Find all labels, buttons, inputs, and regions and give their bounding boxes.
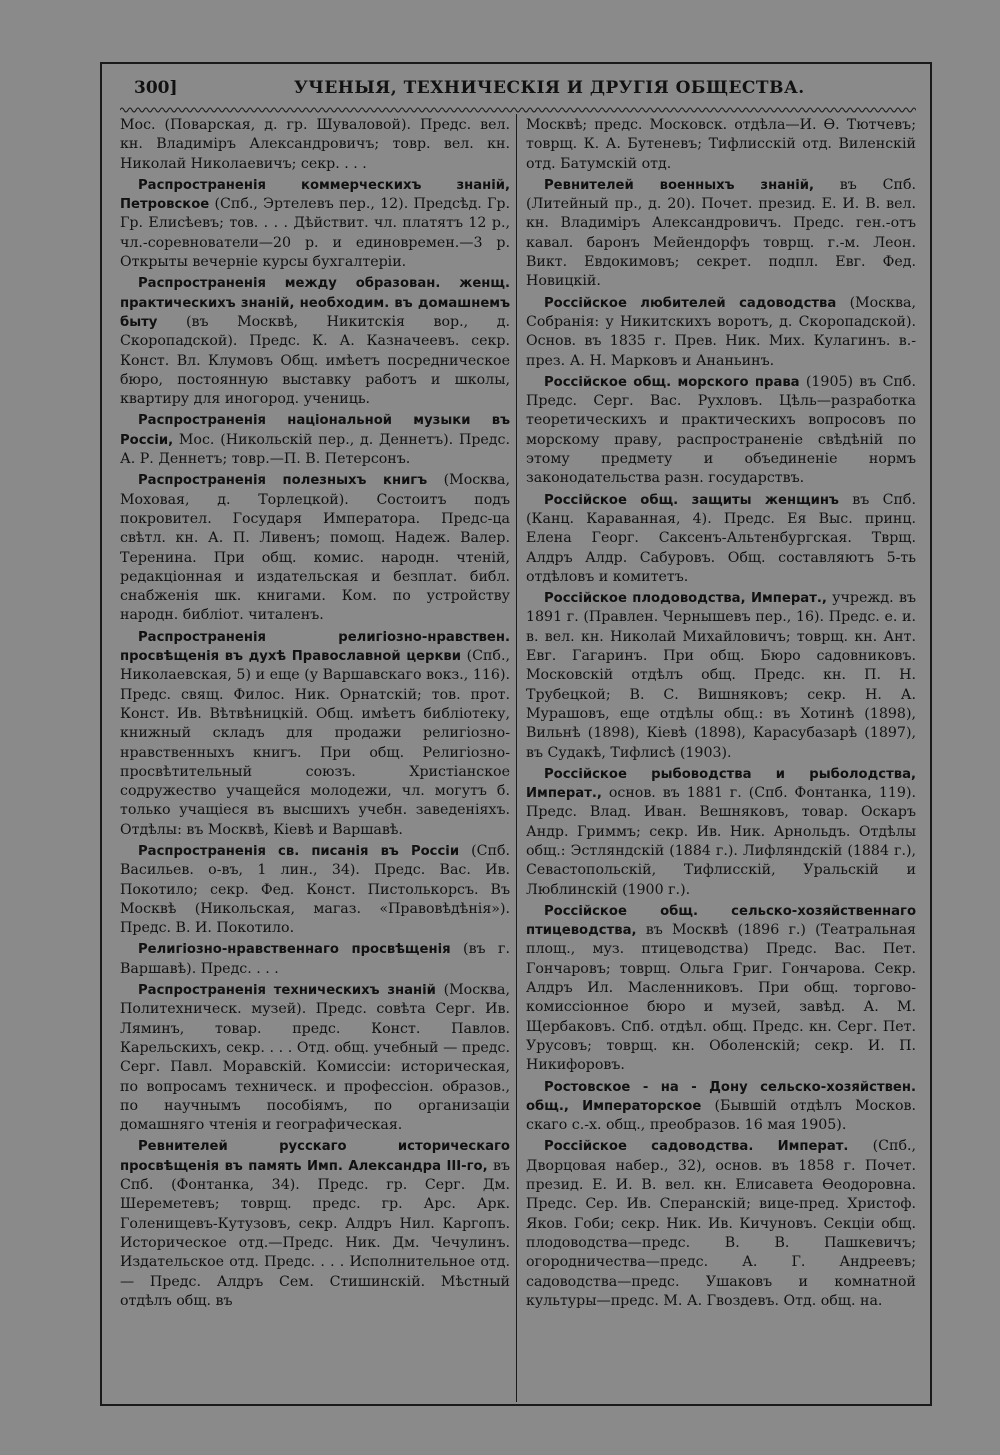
society-details: Мос. (Поварская, д. гр. Шуваловой). Предс. вел. кн. Владиміръ Александровичъ; товр. вел. кн. Николай Николаевичъ; секр. . . .	[120, 117, 510, 172]
society-name: Ростовское - на - Дону сельско-хозяйствен. общ., Императорское	[526, 1079, 916, 1114]
society-entry	[120, 842, 510, 938]
society-details: въ Москвѣ (1896 г.) (Театральная площ., муз. птицеводства) Предс. Вас. Пет. Гончаровъ; товрщ. Ольга Григ. Гончарова. Секр. Алдръ Ил. Масленниковъ. При общ. торгово-комиссіонное бюро и музей, завѣд. А. М. Щербаковъ. Спб. отдѣл. общ. Предс. кн. Серг. Пет. Урусовъ; товрщ. кн. Оболенскій; секр. И. П. Никифоровъ.	[526, 922, 916, 1074]
society-entry	[120, 1137, 510, 1311]
society-entry	[526, 373, 916, 489]
header-rule	[120, 106, 916, 114]
society-entry	[120, 628, 510, 840]
society-entry	[120, 116, 510, 174]
society-details: въ Спб. (Канц. Караванная, 4). Предс. Ея Выс. принц. Елена Георг. Саксенъ-Альтенбургская. Тврщ. Алдръ Алдр. Сабуровъ. Общ. составляютъ 5-ть отдѣловъ и комитетъ.	[526, 491, 916, 585]
society-details: Мос. (Никольскій пер., д. Деннетъ). Предс. А. Р. Деннетъ; товр.—П. В. Петерсонъ.	[120, 431, 510, 468]
society-name: Россійское плодоводства, Императ.,	[544, 591, 827, 607]
page-title: УЧЕНЫЯ, ТЕХНИЧЕСКІЯ И ДРУГІЯ ОБЩЕСТВА.	[294, 78, 805, 98]
society-name: Ревнителей военныхъ знаній,	[544, 177, 814, 193]
society-name: Распространенія техническихъ знаній	[138, 983, 436, 999]
society-name: Распространенія между образован. женщ. практическихъ знаній, необходим. въ домашнемъ быту	[120, 276, 510, 330]
society-details: (1905) въ Спб. Предс. Серг. Вас. Рухловъ. Цѣль—разработка теоретическихъ и практическихъ вопросовъ по морскому праву, распространеніе свѣдѣній по этому предмету и объединеніе нормъ законодательства разн. государствъ.	[526, 373, 916, 487]
book-page	[100, 62, 932, 1406]
society-name: Россійское общ. сельско-хозяйственнаго птицеводства,	[526, 903, 916, 939]
society-name: Ревнителей русскаго историческаго просвѣщенія въ память Имп. Александра III-го,	[120, 1139, 510, 1174]
society-entry	[526, 589, 916, 763]
society-entry	[120, 411, 510, 469]
society-name: Россійское общ. защиты женщинъ	[544, 492, 839, 508]
society-details: основ. въ 1881 г. (Спб. Фонтанка, 119). Предс. Влад. Иван. Вешняковъ, товар. Оскаръ Андр. Гриммъ; секр. Ив. Ник. Арнольдъ. Отдѣлы общ.: Эстляндскій (1884 г.). Лифляндскій (1884 г.), Севастопольскій, Тифлисскій, Уральскій и Люблинскій (1900 г.).	[526, 785, 916, 898]
society-name: Распространенія св. писанія въ Россіи	[138, 843, 460, 859]
society-name: Распространенія коммерческихъ знаній, Петровское	[120, 177, 510, 213]
society-details: (въ Москвѣ, Никитскія вор., д. Скоропадской). Предс. К. А. Казначеевъ. секр. Конст. Вл. Клумовъ Общ. имѣетъ посредническое бюро, постоянную выставку работъ и школы, квартиру для иногород. учениць.	[120, 313, 510, 408]
society-name: Россійское садоводства. Императ.	[544, 1139, 849, 1155]
society-details: (Спб., Дворцовая набер., 32), основ. въ 1858 г. Почет. презид. Е. И. В. вел. кн. Елисавета Ѳеодоровна. Предс. Сер. Ив. Сперанскій; вице-пред. Христоф. Яков. Гоби; секр. Ник. Ив. Кичуновъ. Секціи общ. плодоводства—предс. В. В. Пашкевичъ; огородничества—предс. А. Г. Андреевъ; садоводства—предс. Ушаковъ и комнатной культуры—предс. М. А. Гвоздевъ. Отд. общ. на.	[526, 1138, 917, 1309]
society-details: въ Спб. (Литейный пр., д. 20). Почет. презид. Е. И. В. вел. кн. Владиміръ Александровичъ. Предс. ген.-отъ кавал. баронъ Мейендорфъ товрщ. г.-м. Леон. Викт. Евдокимовъ; секрет. подпл. Евг. Фед. Новицкій.	[526, 176, 916, 290]
society-entry	[120, 176, 510, 272]
society-name: Россійское общ. морского права	[544, 374, 800, 390]
society-entry	[120, 981, 510, 1135]
society-name: Распространенія національной музыки въ Россіи,	[120, 413, 510, 448]
society-entry	[120, 471, 510, 625]
society-entry	[120, 274, 510, 409]
society-details: (Спб., Эртелевъ пер., 12). Предсѣд. Гр. Гр. Елисѣевъ; тов. . . . Дѣйствит. чл. платятъ 12 р., чл.-соревнователи—20 р. и единовремен.—3 р. Открыты вечерніе курсы бухгалтеріи.	[120, 196, 510, 271]
running-header	[134, 78, 914, 104]
society-entry	[526, 902, 916, 1076]
society-details: (Москва, Собранія: у Никитскихъ воротъ, д. Скоропадской). Основ. въ 1835 г. Прев. Ник. Мих. Кулагинъ. в.-през. А. Н. Марковъ и Ананьинъ.	[526, 294, 916, 369]
society-entry	[526, 176, 916, 292]
society-details: (Москва, Политехническ. музей). Предс. совѣта Серг. Ив. Ляминъ, товар. предс. Конст. Павлов. Карельскихъ, секр. . . . Отд. общ. учебный — предс. Серг. Павл. Моравскій. Комиссіи: историческая, по вопросамъ техническ. и профессіон. образов., по научнымъ пособіямъ, по организаціи домашняго чтенія и географическая.	[120, 982, 510, 1134]
society-entry	[526, 1078, 916, 1136]
society-details: (Спб. Васильев. о-въ, 1 лин., 34). Предс. Вас. Ив. Покотило; секр. Фед. Конст. Пистолькорсъ. Въ Москвѣ (Никольская, магаз. «Правовѣдѣнія»). Предс. В. И. Покотило.	[120, 842, 510, 937]
society-entry	[526, 116, 916, 174]
society-entry	[526, 765, 916, 900]
society-entry	[526, 294, 916, 371]
society-name: Религіозно-нравственнаго просвѣщенія	[138, 942, 451, 958]
page-number: 300]	[134, 78, 178, 98]
society-details: (Бывшій отдѣлъ Москов. скаго с.-х. общ., преобразов. 16 мая 1905).	[526, 1097, 916, 1134]
society-entry	[526, 1137, 916, 1311]
left-column	[120, 116, 510, 1313]
society-name: Распространенія религіозно-нравствен. просвѣщенія въ духѣ Православной церкви	[120, 629, 510, 665]
society-name: Россійское рыбоводства и рыболодства, Императ.,	[526, 766, 916, 802]
society-details: Москвѣ; предс. Московск. отдѣла—И. Ѳ. Тютчевъ; товрщ. К. А. Бутеневъ; Тифлисскій отд. Виленскій отд. Батумскій отд.	[526, 117, 916, 172]
society-details: (Спб., Николаевская, 5) и еще (у Варшавскаго вокз., 116). Предс. свящ. Филос. Ник. Орнатскій; тов. прот. Конст. Ив. Вѣтвѣницкій. Общ. имѣетъ библіотеку, книжный складъ для продажи религіозно-нравственныхъ книгъ. При общ. Религіозно-просвѣтительный союзъ. Христіанское содружество учащейся молодежи, чл. могутъ б. только учащіеся въ высшихъ учебн. заведеніяхъ. Отдѣлы: въ Москвѣ, Кіевѣ и Варшавѣ.	[120, 648, 510, 838]
right-column	[526, 116, 916, 1313]
society-name: Распространенія полезныхъ книгъ	[138, 473, 428, 489]
society-details: въ Спб. (Фонтанка, 34). Предс. гр. Серг. Дм. Шереметевъ; товрщ. предс. гр. Арс. Арк. Голенищевъ-Кутузовъ, секр. Алдръ Нил. Каргопъ. Историческое отд.—Предс. Ник. Дм. Чечулинъ. Издательское отд. Предс. . . . Исполнительное отд. — Предс. Алдръ Сем. Стишинскій. Мѣстный отдѣлъ общ. въ	[120, 1157, 510, 1309]
society-entry	[120, 940, 510, 979]
society-entry	[526, 491, 916, 587]
society-details: (Москва, Моховая, д. Торлецкой). Состоитъ подъ покровител. Государя Императора. Предс-ца свѣтл. кн. А. П. Ливенъ; помощ. Надеж. Валер. Теренина. При общ. комис. народн. чтеній, редакціонная и издательская и безплат. библ. снабженія шк. книгами. Ком. по устройству народн. библіот. читаленъ.	[120, 472, 511, 624]
society-details: учрежд. въ 1891 г. (Правлен. Чернышевъ пер., 16). Предс. е. и. в. вел. кн. Николай Михайловичъ; товрщ. кн. Ант. Евг. Гагаринъ. При общ. Бюро садовниковъ. Московскій отдѣлъ общ. Предс. кн. П. Н. Трубецкой; В. С. Вишняковъ; секр. Н. А. Мурашовъ, еще отдѣлы общ.: въ Хотинѣ (1898), Вильнѣ (1898), Кіевѣ (1898), Карасубазарѣ (1897), въ Судакѣ, Тифлисѣ (1903).	[526, 590, 916, 761]
society-name: Россійское любителей садоводства	[544, 295, 837, 311]
column-divider	[516, 114, 517, 1402]
society-details: (въ г. Варшавѣ). Предс. . . .	[120, 941, 510, 977]
